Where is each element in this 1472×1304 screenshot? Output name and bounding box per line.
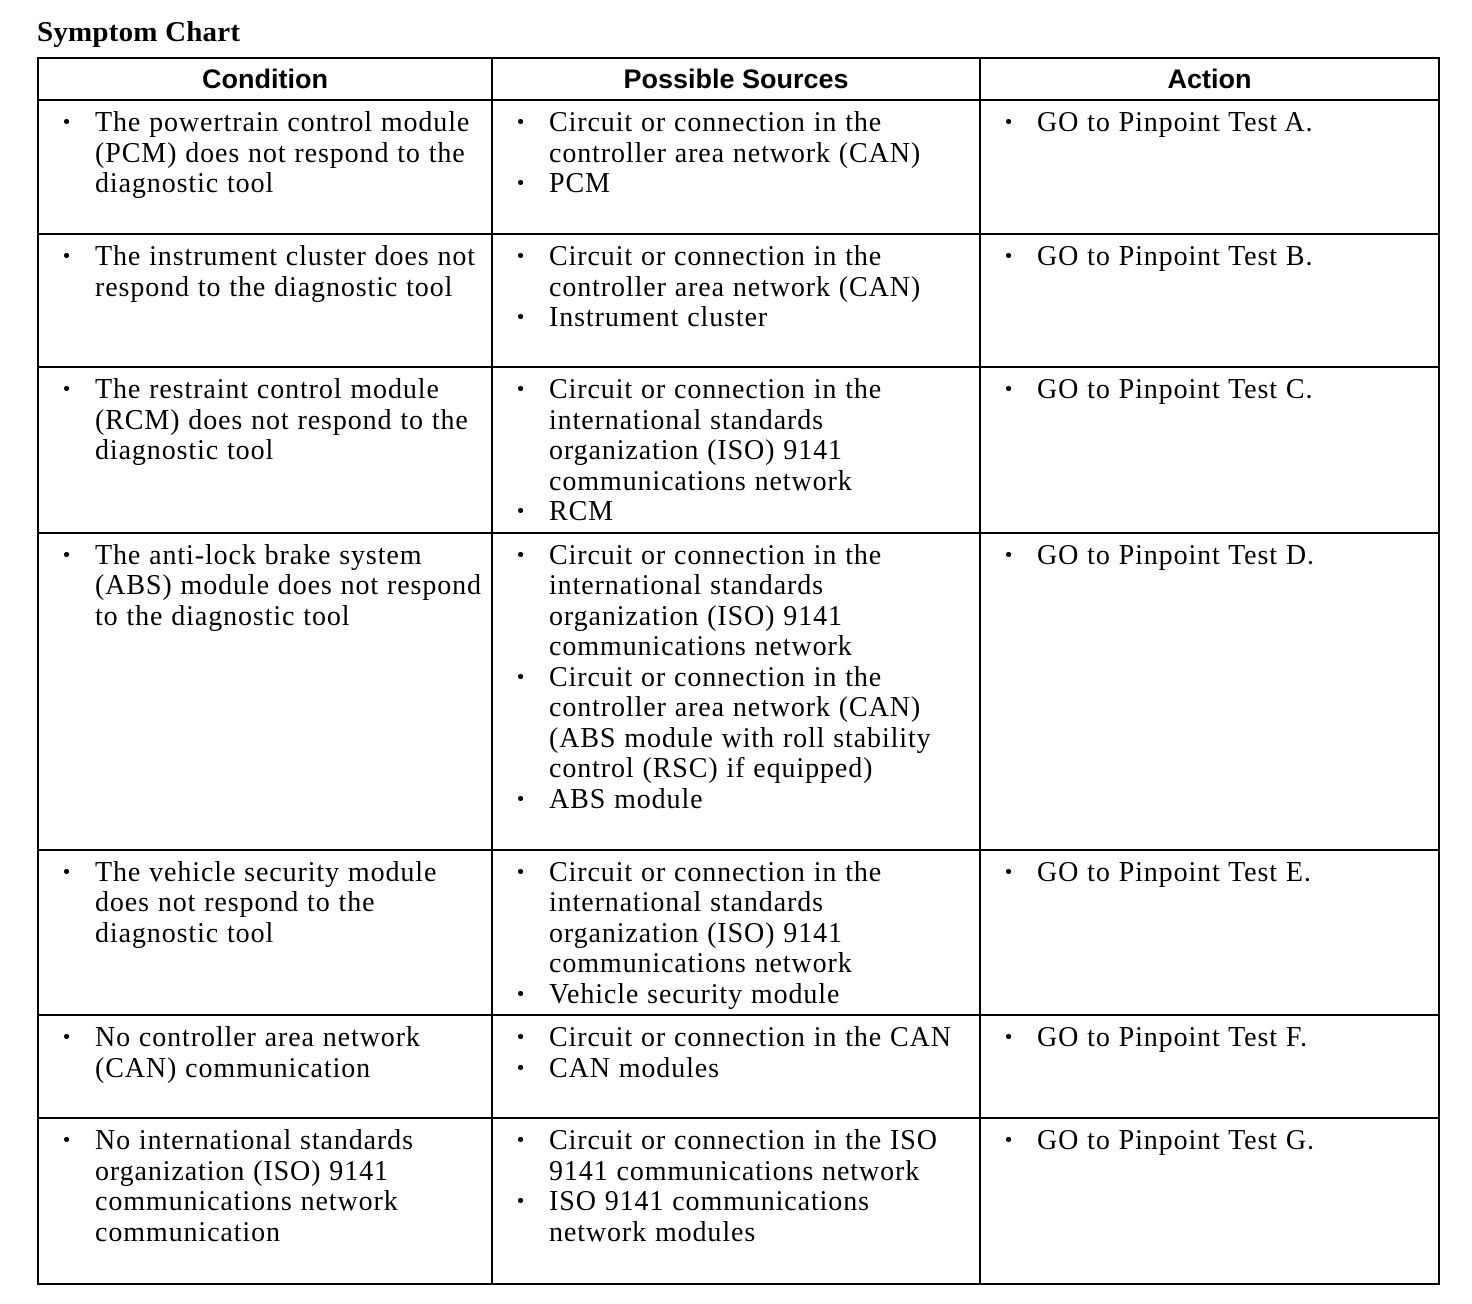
list-item xyxy=(501,303,971,334)
list-item-text: Circuit or connection in the controller area network (CAN) xyxy=(549,107,922,169)
bullet-icon: • xyxy=(515,861,527,883)
bullet-icon: • xyxy=(1003,861,1015,883)
possible-sources-cell xyxy=(492,1015,980,1118)
action-cell xyxy=(980,533,1439,850)
list-item xyxy=(501,242,971,303)
bullet-icon: • xyxy=(515,1057,527,1079)
list-item xyxy=(501,858,971,980)
possible-sources-cell xyxy=(492,850,980,1016)
condition-cell xyxy=(38,533,492,850)
possible-sources-cell xyxy=(492,533,980,850)
table-header-row xyxy=(38,58,1439,100)
list-item-text: GO to Pinpoint Test B. xyxy=(1037,241,1314,272)
condition-cell xyxy=(38,100,492,234)
condition-cell xyxy=(38,367,492,533)
list-item xyxy=(47,242,483,303)
table-row xyxy=(38,1015,1439,1118)
bullet-list xyxy=(989,108,1430,139)
list-item-text: The vehicle security module does not respond to the diagnostic tool xyxy=(95,856,438,949)
bullet-icon: • xyxy=(61,112,73,133)
list-item-text: The restraint control module (RCM) does not respond to the diagnostic tool xyxy=(95,374,469,466)
bullet-icon: • xyxy=(515,1027,527,1048)
list-item xyxy=(47,108,483,200)
bullet-icon: • xyxy=(515,307,527,328)
table-row xyxy=(38,850,1439,1016)
list-item xyxy=(989,375,1430,406)
bullet-icon: • xyxy=(1003,112,1015,133)
bullet-list xyxy=(47,1023,483,1084)
list-item xyxy=(989,1023,1430,1054)
bullet-list xyxy=(47,858,483,950)
list-item xyxy=(501,980,971,1011)
list-item xyxy=(501,1054,971,1085)
list-item xyxy=(501,497,971,528)
list-item-text: GO to Pinpoint Test D. xyxy=(1037,539,1315,571)
condition-cell xyxy=(38,1015,492,1118)
list-item xyxy=(501,1126,971,1187)
bullet-icon: • xyxy=(515,666,527,688)
bullet-list xyxy=(501,541,971,816)
symptom-chart-table xyxy=(37,57,1440,1285)
bullet-icon: • xyxy=(1003,1130,1015,1151)
list-item-text: Circuit or connection in the international standards organization (ISO) 9141 communications network xyxy=(549,856,883,979)
list-item xyxy=(501,1187,971,1248)
list-item-text: RCM xyxy=(549,496,614,527)
list-item-text: ABS module xyxy=(549,783,704,815)
list-item-text: The instrument cluster does not respond to the diagnostic tool xyxy=(95,241,476,303)
bullet-list xyxy=(501,858,971,1011)
list-item xyxy=(501,541,971,663)
page-title: Symptom Chart xyxy=(37,16,241,48)
bullet-list xyxy=(47,242,483,303)
bullet-icon: • xyxy=(1003,246,1015,267)
bullet-list xyxy=(989,858,1430,889)
bullet-list xyxy=(501,242,971,334)
bullet-icon: • xyxy=(515,544,527,566)
column-header-possible-sources: Possible Sources xyxy=(492,58,980,100)
bullet-icon: • xyxy=(515,112,527,133)
bullet-icon: • xyxy=(1003,544,1015,566)
bullet-icon: • xyxy=(61,1027,73,1048)
list-item xyxy=(501,1023,971,1054)
bullet-list xyxy=(47,541,483,633)
bullet-list xyxy=(501,375,971,528)
list-item-text: Circuit or connection in the international standards organization (ISO) 9141 communications network xyxy=(549,539,883,662)
bullet-icon: • xyxy=(515,379,527,400)
action-cell xyxy=(980,100,1439,234)
list-item xyxy=(47,1023,483,1084)
list-item-text: GO to Pinpoint Test A. xyxy=(1037,107,1314,138)
list-item xyxy=(989,1126,1430,1157)
action-cell xyxy=(980,234,1439,367)
list-item xyxy=(501,108,971,169)
bullet-list xyxy=(501,1023,971,1084)
table-row xyxy=(38,234,1439,367)
column-header-action: Action xyxy=(980,58,1439,100)
bullet-icon: • xyxy=(515,501,527,522)
list-item xyxy=(989,108,1430,139)
list-item-text: Circuit or connection in the ISO 9141 communications network xyxy=(549,1125,938,1187)
list-item-text: Circuit or connection in the controller area network (CAN) (ABS module with roll stability control (RSC) if equipped) xyxy=(549,661,932,784)
column-header-condition: Condition xyxy=(38,58,492,100)
list-item xyxy=(501,785,971,816)
list-item-text: Circuit or connection in the CAN xyxy=(549,1022,952,1053)
list-item-text: Circuit or connection in the controller area network (CAN) xyxy=(549,241,922,303)
table-row xyxy=(38,100,1439,234)
bullet-list xyxy=(989,1126,1430,1157)
possible-sources-cell xyxy=(492,1118,980,1284)
list-item-text: ISO 9141 communications network modules xyxy=(549,1186,870,1248)
possible-sources-cell xyxy=(492,234,980,367)
bullet-icon: • xyxy=(515,173,527,194)
action-cell xyxy=(980,1118,1439,1284)
bullet-icon: • xyxy=(61,246,73,267)
bullet-list xyxy=(989,375,1430,406)
bullet-icon: • xyxy=(61,1130,73,1151)
condition-cell xyxy=(38,234,492,367)
list-item-text: PCM xyxy=(549,168,611,199)
bullet-list xyxy=(47,108,483,200)
list-item-text: GO to Pinpoint Test E. xyxy=(1037,856,1312,888)
list-item-text: No controller area network (CAN) communication xyxy=(95,1022,421,1084)
bullet-icon: • xyxy=(515,246,527,267)
bullet-icon: • xyxy=(61,861,73,883)
list-item xyxy=(989,242,1430,273)
table-row xyxy=(38,1118,1439,1284)
list-item-text: GO to Pinpoint Test C. xyxy=(1037,374,1314,405)
list-item xyxy=(501,169,971,200)
list-item xyxy=(47,1126,483,1248)
possible-sources-cell xyxy=(492,367,980,533)
list-item-text: CAN modules xyxy=(549,1052,720,1084)
possible-sources-cell xyxy=(492,100,980,234)
list-item-text: GO to Pinpoint Test F. xyxy=(1037,1022,1309,1053)
table-row xyxy=(38,367,1439,533)
list-item xyxy=(47,858,483,950)
list-item xyxy=(989,541,1430,572)
list-item-text: The powertrain control module (PCM) does not respond to the diagnostic tool xyxy=(95,107,471,199)
bullet-icon: • xyxy=(515,788,527,810)
table-row xyxy=(38,533,1439,850)
list-item xyxy=(501,375,971,497)
condition-cell xyxy=(38,1118,492,1284)
list-item xyxy=(47,375,483,467)
bullet-icon: • xyxy=(1003,1027,1015,1048)
bullet-icon: • xyxy=(1003,379,1015,400)
bullet-list xyxy=(989,541,1430,572)
list-item-text: No international standards organization (ISO) 9141 communications network communication xyxy=(95,1125,414,1248)
list-item-text: Instrument cluster xyxy=(549,302,769,333)
bullet-list xyxy=(989,1023,1430,1054)
bullet-icon: • xyxy=(61,544,73,566)
bullet-list xyxy=(47,375,483,467)
list-item-text: The anti-lock brake system (ABS) module does not respond to the diagnostic tool xyxy=(95,539,482,632)
list-item-text: Vehicle security module xyxy=(549,978,841,1010)
bullet-list xyxy=(47,1126,483,1248)
list-item xyxy=(47,541,483,633)
action-cell xyxy=(980,850,1439,1016)
bullet-list xyxy=(501,1126,971,1248)
action-cell xyxy=(980,1015,1439,1118)
bullet-icon: • xyxy=(515,983,527,1005)
condition-cell xyxy=(38,850,492,1016)
bullet-icon: • xyxy=(515,1191,527,1212)
list-item-text: Circuit or connection in the international standards organization (ISO) 9141 communications network xyxy=(549,374,883,497)
list-item xyxy=(989,858,1430,889)
bullet-icon: • xyxy=(515,1130,527,1151)
list-item-text: GO to Pinpoint Test G. xyxy=(1037,1125,1315,1156)
bullet-list xyxy=(989,242,1430,273)
action-cell xyxy=(980,367,1439,533)
bullet-list xyxy=(501,108,971,200)
list-item xyxy=(501,663,971,785)
bullet-icon: • xyxy=(61,379,73,400)
